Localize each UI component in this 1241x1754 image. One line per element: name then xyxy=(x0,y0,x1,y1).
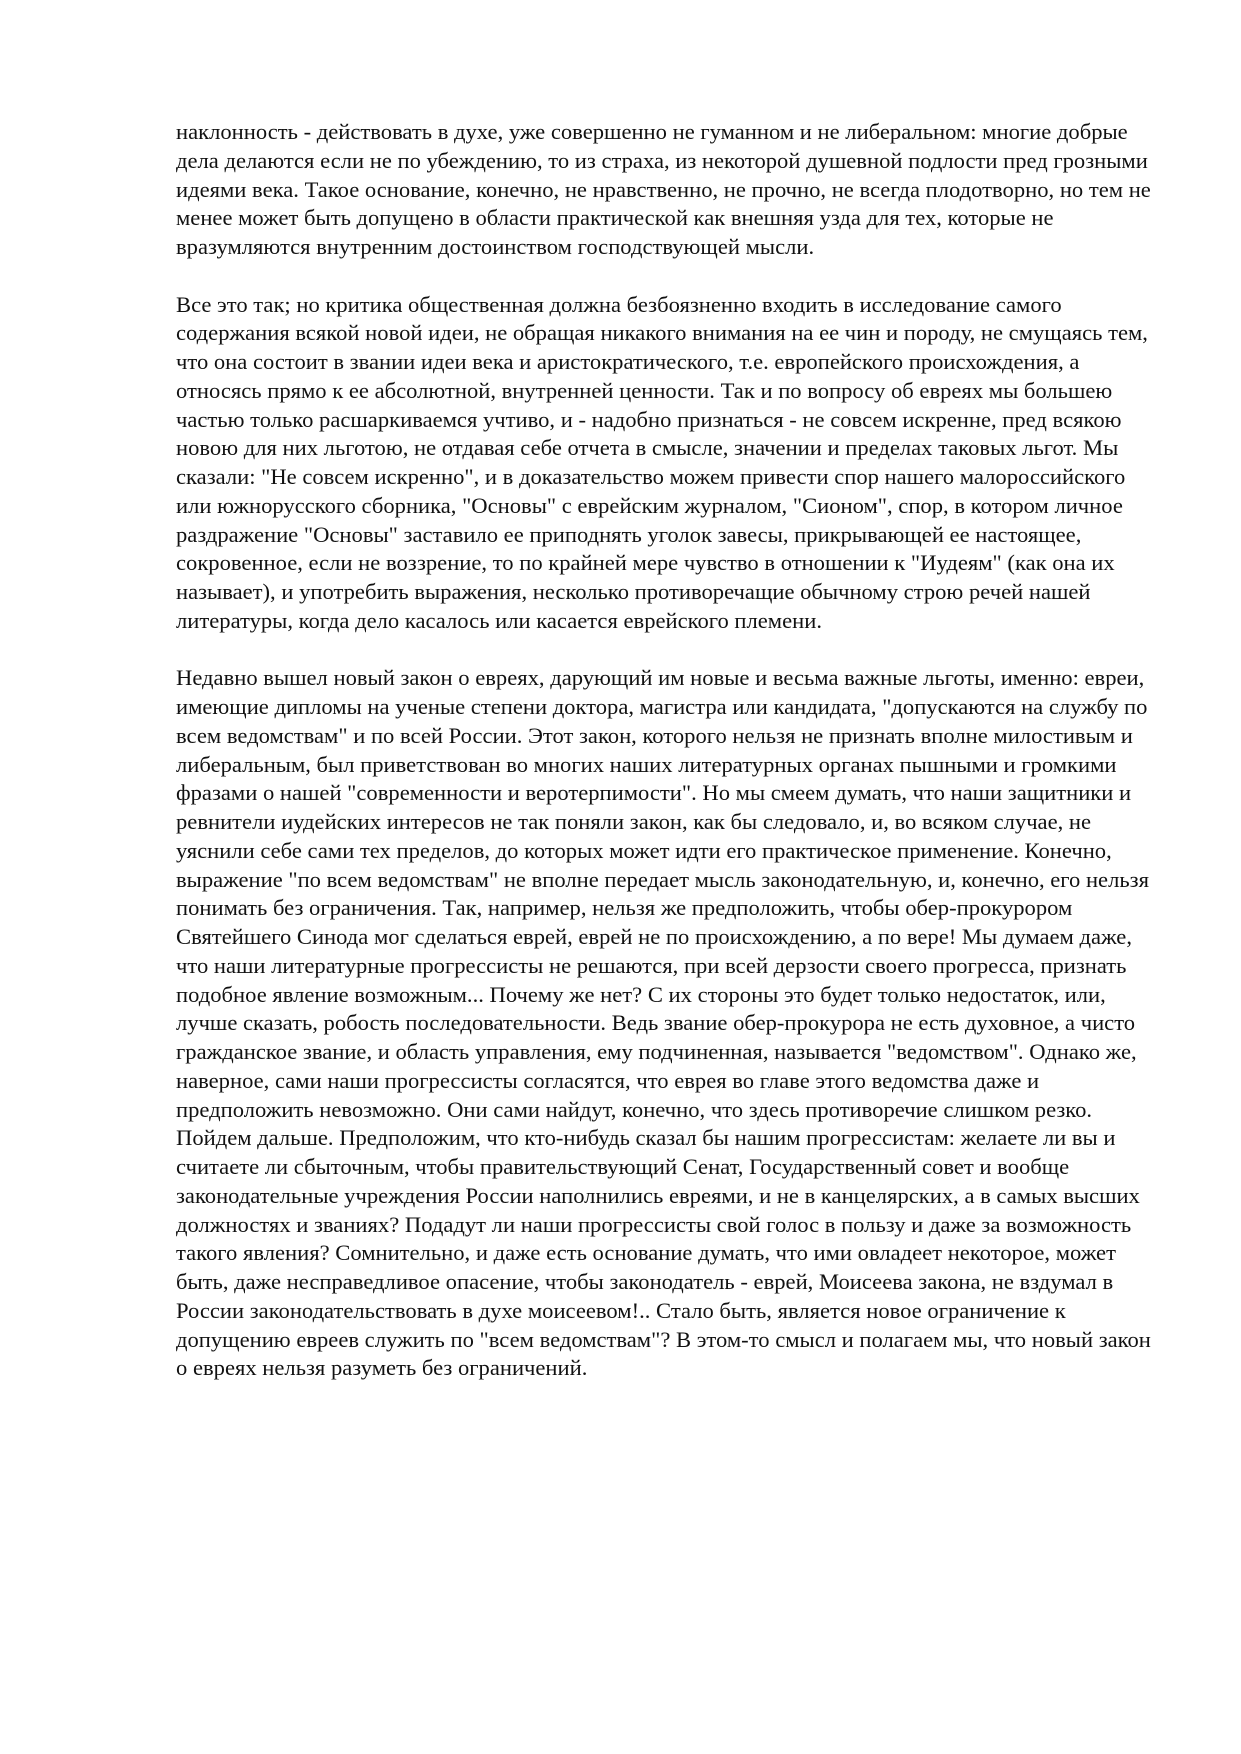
paragraph-3: Недавно вышел новый закон о евреях, дарующий им новые и весьма важные льготы, именно: евреи, имеющие дипломы на ученые степени доктора, магистра или кандидата, "допускаются на службу по всем ведомствам" и по всей России. Этот закон, которого нельзя не признать вполне милостивым и либеральным, был приветствован во многих наших литературных органах пышными и громкими фразами о нашей "современности и веротерпимости". Но мы смеем думать, что наши защитники и ревнители иудейских интересов не так поняли закон, как бы следовало, и, во всяком случае, не уяснили себе сами тех пределов, до которых может идти его практическое применение. Конечно, выражение "по всем ведомствам" не вполне передает мысль законодательную, и, конечно, его нельзя понимать без ограничения. Так, например, нельзя же предположить, чтобы обер-прокурором Святейшего Синода мог сделаться еврей, еврей не по происхождению, а по вере! Мы думаем даже, что наши литературные прогрессисты не решаются, при всей дерзости своего прогресса, признать подобное явление возможным... Почему же нет? С их стороны это будет только недостаток, или, лучше сказать, робость последовательности. Ведь звание обер-прокурора не есть духовное, а чисто гражданское звание, и область управления, ему подчиненная, называется "ведомством". Однако же, наверное, сами наши прогрессисты согласятся, что еврея во главе этого ведомства даже и предположить невозможно. Они сами найдут, конечно, что здесь противоречие слишком резко. Пойдем дальше. Предположим, что кто-нибудь сказал бы нашим прогрессистам: желаете ли вы и считаете ли сбыточным, чтобы правительствующий Сенат, Государственный совет и вообще законодательные учреждения России наполнились евреями, и не в канцелярских, а в самых высших должностях и званиях? Подадут ли наши прогрессисты свой голос в пользу и даже за возможность такого явления? Сомнительно, и даже есть основание думать, что ими овладеет некоторое, может быть, даже несправедливое опасение, чтобы законодатель - еврей, Моисеева закона, не вздумал в России законодательствовать в духе моисеевом!.. Стало быть, является новое ограничение к допущению евреев служить по "всем ведомствам"? В этом-то смысл и полагаем мы, что новый закон о евреях нельзя разуметь без ограничений. xyxy=(176,665,1151,1381)
paragraph-1: наклонность - действовать в духе, уже совершенно не гуманном и не либеральном: многие добрые дела делаются если не по убеждению, то из страха, из некоторой душевной подлости пред грозными идеями века. Такое основание, конечно, не нравственно, не прочно, не всегда плодотворно, но тем не менее может быть допущено в области практической как внешняя узда для тех, которые не вразумляются внутренним достоинством господствующей мысли. xyxy=(176,119,1151,259)
paragraph-2: Все это так; но критика общественная должна безбоязненно входить в исследование самого содержания всякой новой идеи, не обращая никакого внимания на ее чин и породу, не смущаясь тем, что она состоит в звании идеи века и аристократического, т.е. европейского происхождения, а относясь прямо к ее абсолютной, внутренней ценности. Так и по вопросу об евреях мы большею частью только расшаркиваемся учтиво, и - надобно признаться - не совсем искренне, пред всякою новою для них льготою, не отдавая себе отчета в смысле, значении и пределах таковых льгот. Мы сказали: "Не совсем искренно", и в доказательство можем привести спор нашего малороссийского или южнорусского сборника, "Основы" с еврейским журналом, "Сионом", спор, в котором личное раздражение "Основы" заставило ее приподнять уголок завесы, прикрывающей ее настоящее, сокровенное, если не воззрение, то по крайней мере чувство в отношении к "Иудеям" (как она их называет), и употребить выражения, несколько противоречащие обычному строю речей нашей литературы, когда дело касалось или касается еврейского племени. xyxy=(176,291,1148,633)
document-body xyxy=(176,118,1160,1383)
